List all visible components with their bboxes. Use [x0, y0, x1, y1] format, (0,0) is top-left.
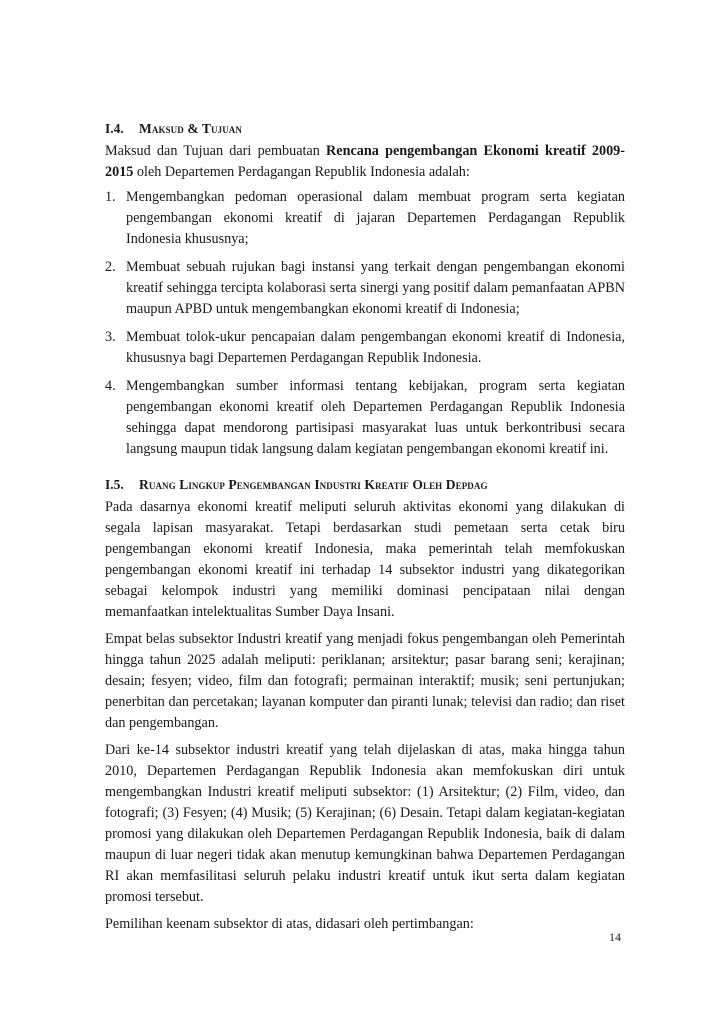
list-item-text: Membuat tolok-ukur pencapaian dalam pengembangan ekonomi kreatif di Indonesia, khusus​nya bagi Departemen Perdagangan Republik Indonesia. — [126, 329, 625, 366]
list-item-text: Mengembangkan sumber informasi tentang kebijakan, program serta kegiatan pengembangan ekonomi kreatif oleh Departemen Perdagangan Republik Indonesia sehingga dapat mendorong partisipasi masyarakat luas untuk berkontribusi secara langsung maupun tidak langsung dalam kegiatan pengembangan ekonomi kreatif ini. — [126, 378, 625, 457]
intro-text-start: Maksud dan Tujuan dari pembuatan — [105, 143, 327, 159]
list-item — [105, 376, 625, 460]
intro-text-end: oleh Departemen Perdagangan Republik Indonesia adalah: — [133, 164, 470, 180]
section-number: I.5. — [105, 477, 124, 492]
intro-paragraph — [105, 141, 625, 183]
list-item-text: Membuat sebuah rujukan bagi instansi yang terkait dengan pengembangan ekonomi kreatif sehingga tercipta kolaborasi serta sinergi yang positif dalam pemanfaatan APBN maupun APBD untuk mengembangkan ekonomi kreatif di Indonesia; — [126, 259, 625, 317]
body-paragraph: Pemilihan keenam subsektor di atas, didasari oleh pertimbangan: — [105, 916, 474, 932]
list-item — [105, 257, 625, 320]
section-title: Maksud & Tujuan — [139, 121, 243, 136]
section-title: Ruang Lingkup Pengembangan Industri Kreatif Oleh Depdag — [139, 477, 488, 492]
list-item-text: Mengembangkan pedoman operasional dalam membuat program serta kegiatan pengembangan ekonomi kreatif di jajaran Departemen Perdagangan Republik Indonesia khususnya; — [126, 189, 625, 247]
plan-title-bold: Rencana pengembangan Ekonomi kreatif 2009-2015 — [105, 143, 625, 180]
objectives-list — [105, 187, 625, 460]
list-item-number: 1. — [105, 189, 116, 205]
body-paragraph: Dari ke-14 subsektor industri kreatif yang telah dijelaskan di atas, maka hingga tahun 2010, Departemen Perdagangan Republik Indonesia akan memfokuskan diri untuk mengembangkan Industri kreatif meliputi subsektor: (1) Arsitektur; (2) Film, video, dan fotografi; (3) Fesyen; (4) Musik; (5) Kerajinan; (6) Desain. Tetapi dalam kegiatan-kegiatan promosi yang dilakukan oleh Departemen Perdagangan Republik Indonesia, baik di dalam maupun di luar negeri tidak akan menutup kemungkinan bahwa Departemen Perdagangan RI akan memfasilitasi seluruh pelaku industri kreatif untuk ikut serta dalam kegiatan promosi tersebut. — [105, 742, 625, 905]
section-number: I.4. — [105, 121, 124, 136]
body-paragraph: Pada dasarnya ekonomi kreatif meliputi seluruh aktivitas ekonomi yang dilakukan di segala lapisan masyarakat. Tetapi berdasarkan studi pemetaan serta cetak biru pengembangan ekonomi kreatif Indonesia, maka pemerintah telah memfokuskan pengembangan ekonomi kreatif ini terhadap 14 subsektor industri yang dikategorikan sebagai kelompok industri yang memiliki dominasi pencipataan nilai dengan memanfaatkan intelektualitas Sumber Daya Insani. — [105, 499, 625, 620]
body-paragraph: Empat belas subsektor Industri kreatif yang menjadi fokus pengembangan oleh Pemerintah hingga tahun 2025 adalah meliputi: periklanan; arsitektur; pasar barang seni; kerajinan; desain; fesyen; video, film dan fotografi; permainan interaktif; musik; seni pertunjukan; penerbitan dan percetakan; layanan komputer dan piranti lunak; televisi dan radio; dan riset dan pengembangan. — [105, 631, 625, 731]
section-heading-ruang-lingkup — [105, 474, 625, 495]
document-page — [105, 118, 625, 941]
list-item-number: 3. — [105, 329, 116, 345]
list-item — [105, 327, 625, 369]
list-item-number: 4. — [105, 378, 116, 394]
list-item — [105, 187, 625, 250]
section-heading-maksud-tujuan — [105, 118, 625, 139]
list-item-number: 2. — [105, 259, 116, 275]
page-number: 14 — [609, 930, 621, 944]
